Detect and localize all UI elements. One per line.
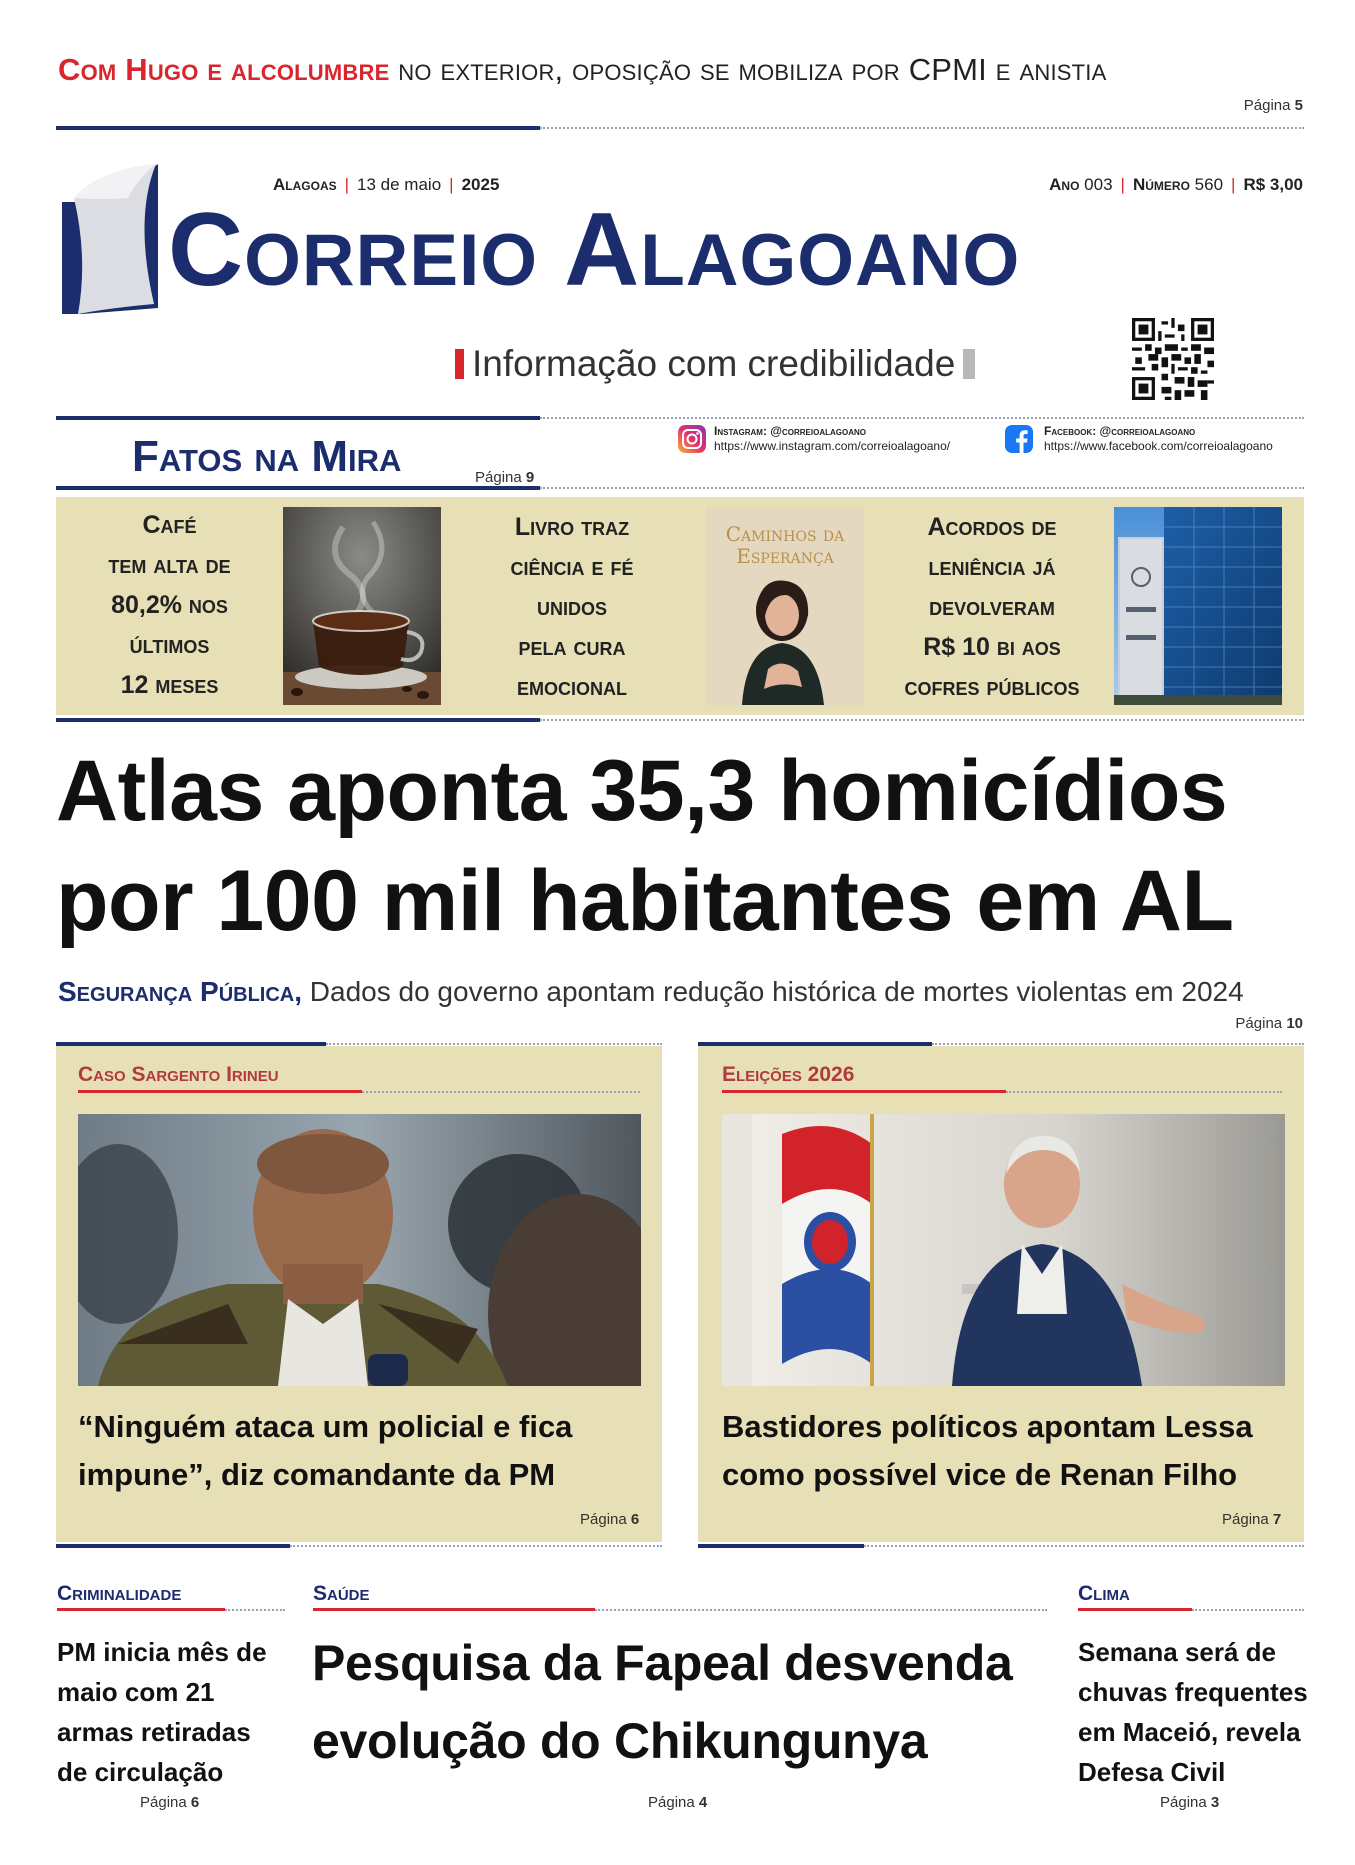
headline-page-ref <box>1235 1015 1303 1032</box>
top-teaser-highlight: Com Hugo e alcolumbre <box>58 52 390 87</box>
divider-dotted <box>540 127 1304 129</box>
page-number: 4 <box>698 1794 708 1811</box>
section-kicker-clima: Clima <box>1078 1582 1130 1605</box>
page-label: Página <box>1222 1511 1269 1528</box>
page-label: Página <box>1160 1794 1207 1811</box>
instagram-info <box>714 424 950 454</box>
coffee-cup-photo[interactable] <box>283 507 441 705</box>
page-number: 10 <box>1286 1015 1303 1032</box>
fatos-line: tem alta de <box>108 551 231 579</box>
kicker-underline <box>78 1090 362 1093</box>
fatos-line: Acordos de <box>927 513 1057 541</box>
divider-dotted <box>932 1043 1304 1045</box>
top-teaser-rest: no exterior, oposição se mobiliza por CPMI e anistia <box>389 52 1107 87</box>
facebook-handle: Facebook: @correioalagoano <box>1044 424 1196 438</box>
divider <box>56 486 540 490</box>
page-number: 6 <box>190 1794 200 1811</box>
divider-dotted <box>540 719 1304 721</box>
fatos-line: 12 meses <box>120 671 219 699</box>
politician-photo[interactable] <box>722 1114 1285 1386</box>
divider-dotted <box>540 417 1304 419</box>
divider-dotted <box>1006 1091 1282 1093</box>
edition-date: 13 de maio <box>357 175 442 194</box>
facebook-url[interactable]: https://www.facebook.com/correioalagoano <box>1044 439 1273 453</box>
page-label: Página <box>1243 97 1291 114</box>
divider-dotted <box>1192 1609 1304 1611</box>
divider <box>56 1544 290 1548</box>
facebook-icon[interactable] <box>1005 425 1033 453</box>
fatos-line: cofres públicos <box>904 673 1080 701</box>
page-label: Página <box>580 1511 627 1528</box>
divider <box>56 126 540 130</box>
page-label: Página <box>475 469 522 486</box>
card-title[interactable]: “Ninguém ataca um policial e fica impune”, diz comandante da PM <box>78 1409 573 1492</box>
section-kicker-saude: Saúde <box>313 1582 370 1605</box>
deck-text: Dados do governo apontam redução histórica de mortes violentas em 2024 <box>302 976 1244 1007</box>
ano-label: Ano <box>1049 175 1080 194</box>
edition-location-date: Alagoas | 13 de maio | 2025 <box>273 175 500 194</box>
card-page-ref <box>580 1511 639 1528</box>
numero-label: Número <box>1132 175 1190 194</box>
divider-dotted <box>326 1043 662 1045</box>
divider-dotted <box>362 1091 640 1093</box>
kicker-underline <box>313 1608 595 1611</box>
instagram-handle: Instagram: @correioalagoano <box>714 424 866 438</box>
fatos-line: devolveram <box>929 593 1055 621</box>
newspaper-logo-icon <box>58 158 163 318</box>
kicker-underline <box>57 1608 225 1611</box>
headline-line-2: por 100 mil habitantes em AL <box>56 853 1234 949</box>
tagline-text: Informação com credibilidade <box>472 343 956 384</box>
page-label: Página <box>648 1794 695 1811</box>
kicker-underline <box>1078 1608 1192 1611</box>
tagline <box>455 343 975 385</box>
page-label: Página <box>1235 1015 1283 1032</box>
page-number: 6 <box>630 1511 640 1528</box>
saude-headline[interactable]: Pesquisa da Fapeal desvenda evolução do Chikungunya <box>312 1635 1013 1769</box>
fatos-line: leniência já <box>928 553 1056 581</box>
card-kicker: Caso Sargento Irineu <box>78 1063 279 1086</box>
fatos-na-mira-title[interactable]: Fatos na Mira <box>132 432 402 481</box>
fatos-line: unidos <box>536 593 607 621</box>
top-teaser-headline[interactable] <box>58 52 1298 88</box>
numero-value: 560 <box>1194 175 1224 194</box>
fatos-line: Livro traz <box>514 513 630 541</box>
divider-dotted <box>225 1609 285 1611</box>
state-label: Alagoas <box>273 175 337 194</box>
kicker-underline <box>722 1090 1006 1093</box>
edition-year: 2025 <box>461 175 500 194</box>
section-kicker-criminalidade: Criminalidade <box>57 1582 182 1605</box>
headline-deck <box>58 976 1244 1008</box>
card-kicker: Eleições 2026 <box>722 1063 855 1086</box>
criminalidade-headline[interactable]: PM inicia mês de maio com 21 armas retiradas de circulação <box>57 1637 267 1787</box>
facebook-info <box>1044 424 1273 454</box>
book-cover-title: Caminhos da Esperança <box>725 522 845 568</box>
page-number: 5 <box>1294 97 1303 114</box>
divider-dotted <box>540 487 1304 489</box>
pm-commander-photo[interactable] <box>78 1114 641 1386</box>
fatos-line: últimos <box>129 631 210 659</box>
divider <box>698 1544 864 1548</box>
page-number: 3 <box>1210 1794 1220 1811</box>
deck-kicker: Segurança Pública, <box>58 976 303 1007</box>
fatos-line: ciência e fé <box>510 553 634 581</box>
cgu-building-photo[interactable] <box>1114 507 1282 705</box>
qr-code-icon[interactable] <box>1132 318 1214 400</box>
divider-dotted <box>864 1545 1304 1547</box>
headline-line-1: Atlas aponta 35,3 homicídios <box>56 743 1228 839</box>
fatos-item-livro[interactable] <box>462 507 682 707</box>
tagline-bar-right <box>963 349 975 379</box>
fatos-line: emocional <box>517 673 627 701</box>
divider-dotted <box>595 1609 1047 1611</box>
criminalidade-page-ref <box>140 1794 199 1811</box>
fatos-line: R$ 10 bi aos <box>923 633 1061 661</box>
tagline-bar-left <box>455 349 464 379</box>
masthead-title[interactable]: Correio Alagoano <box>168 192 1021 308</box>
page-number: 7 <box>1272 1511 1282 1528</box>
edition-info: Ano 003 | Número 560 | R$ 3,00 <box>1049 175 1303 194</box>
saude-page-ref <box>648 1794 707 1811</box>
fatos-line: 80,2% nos <box>111 591 228 619</box>
fatos-page-ref <box>475 469 534 486</box>
fatos-item-acordos[interactable] <box>872 507 1112 707</box>
fatos-line: Café <box>142 511 197 539</box>
divider <box>56 416 540 420</box>
card-page-ref <box>1222 1511 1281 1528</box>
book-cover-photo[interactable] <box>706 507 864 705</box>
page-number: 9 <box>525 469 535 486</box>
top-teaser-page-ref <box>1244 97 1303 114</box>
page-label: Página <box>140 1794 187 1811</box>
instagram-url[interactable]: https://www.instagram.com/correioalagoano/ <box>714 439 951 453</box>
fatos-line: pela cura <box>518 633 626 661</box>
card-title[interactable]: Bastidores políticos apontam Lessa como possível vice de Renan Filho <box>722 1409 1253 1492</box>
clima-page-ref <box>1160 1794 1219 1811</box>
divider <box>56 718 540 722</box>
price: R$ 3,00 <box>1243 175 1303 194</box>
divider-dotted <box>290 1545 662 1547</box>
fatos-item-cafe[interactable] <box>62 505 277 705</box>
ano-value: 003 <box>1084 175 1113 194</box>
clima-headline[interactable]: Semana será de chuvas frequentes em Maceió, revela Defesa Civil <box>1078 1637 1308 1787</box>
instagram-icon[interactable] <box>678 425 706 453</box>
main-headline[interactable] <box>56 736 1306 956</box>
